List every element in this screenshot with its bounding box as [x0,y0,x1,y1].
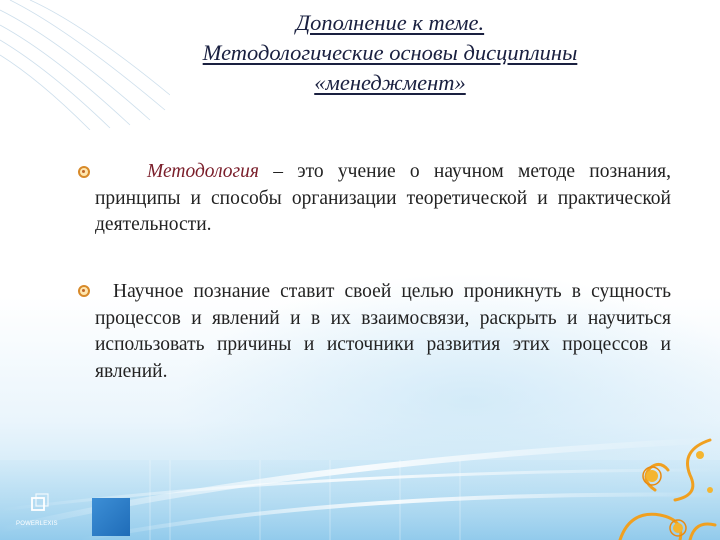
circle-bullet-icon [78,166,90,178]
title-line-3: «менеджмент» [314,70,466,95]
logo-text: POWERLEXIS [16,521,58,527]
methodology-term: Методология [147,161,259,182]
blue-square-decoration [92,498,130,536]
methodology-definition: – это учение о научном методе познания, принципы и способы организации теоретической и практической деятельности. [95,161,671,235]
title-line-2: Методологические основы дисциплины [202,40,578,65]
paragraph-methodology [95,159,671,239]
slide-title [110,8,670,98]
circle-bullet-icon [78,285,90,297]
orange-swirl-decoration [560,430,720,540]
paragraph-scientific-knowledge [95,279,671,385]
powerlexis-logo-icon [20,490,72,534]
scientific-knowledge-text: Научное познание ставит своей целью проникнуть в сущность процессов и явлений и в их взаимосвязи, раскрыть и научиться использовать причины и источники развития этих процессов и явлений. [95,281,671,382]
title-line-1: Дополнение к теме. [295,10,485,35]
